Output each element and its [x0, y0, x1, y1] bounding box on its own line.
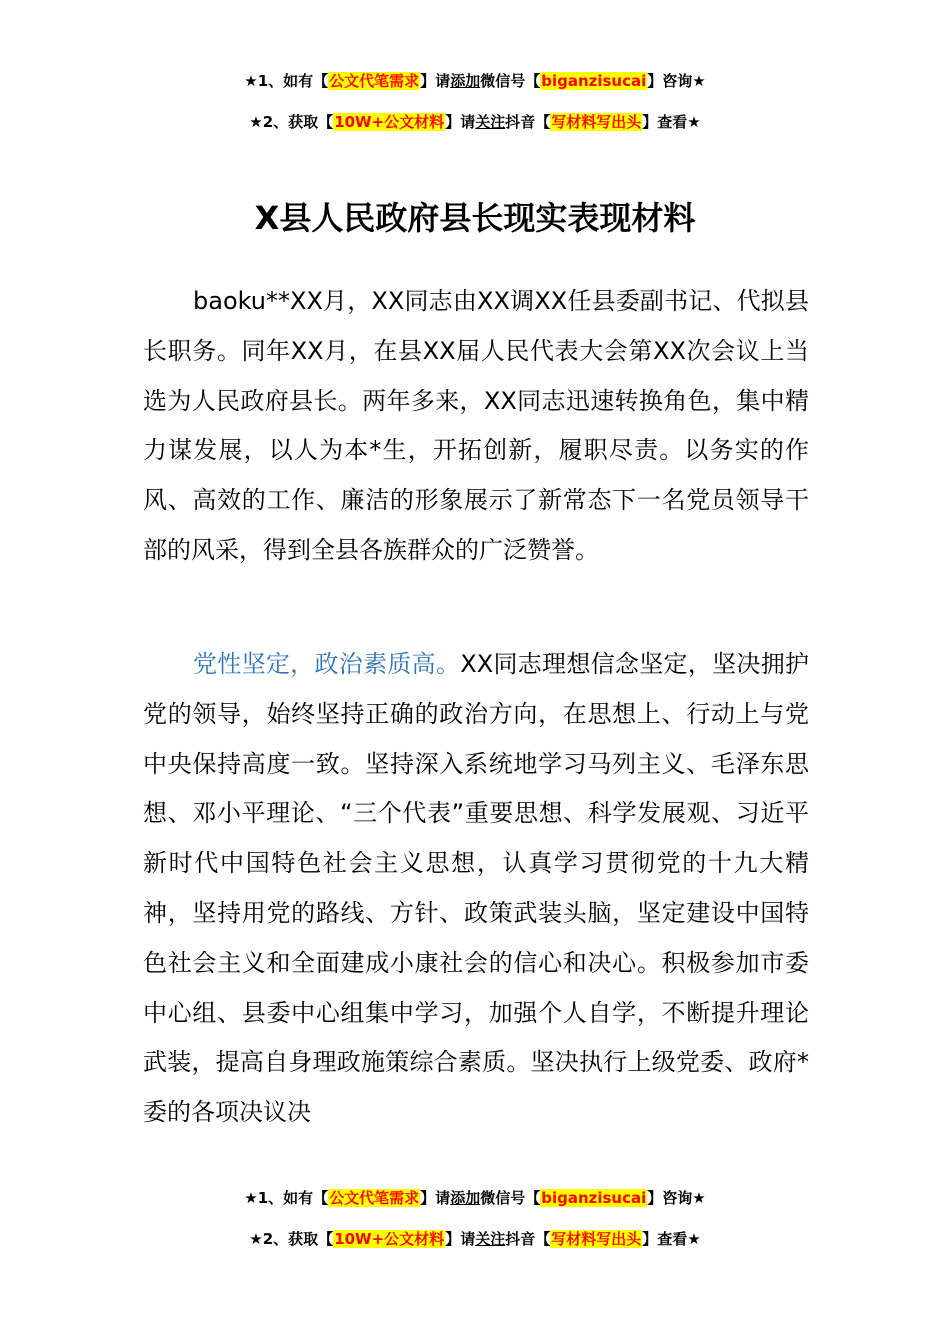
notice-text: 抖音【: [505, 1230, 551, 1248]
notice-highlight-materials: 10W+公文材料: [334, 113, 445, 131]
footer-notice-line-1: [0, 1187, 950, 1209]
notice-underlined-text: 添加: [450, 72, 481, 90]
notice-suffix: 】查看★: [642, 113, 701, 131]
notice-highlight-materials: 10W+公文材料: [334, 1230, 445, 1248]
section-heading: 党性坚定，政治素质高。: [193, 650, 461, 678]
section-paragraph: [143, 640, 809, 1138]
header-notice-line-1: [0, 70, 950, 92]
notice-suffix: 】查看★: [642, 1230, 701, 1248]
notice-highlight-douyin-id: 写材料写出头: [551, 113, 642, 131]
section-body: XX同志理想信念坚定，坚决拥护党的领导，始终坚持正确的政治方向，在思想上、行动上与党中央保持高度一致。坚持深入系统地学习马列主义、毛泽东思想、邓小平理论、“三个代表”重要思想、科学发展观、习近平新时代中国特色社会主义思想，认真学习贯彻党的十九大精神，坚持用党的路线、方针、政策武装头脑，坚定建设中国特色社会主义和全面建成小康社会的信心和决心。积极参加市委中心组、县委中心组集中学习，加强个人自学，不断提升理论武装，提高自身理政施策综合素质。坚决执行上级党委、政府*委的各项决议决: [143, 650, 809, 1127]
notice-highlight-douyin-id: 写材料写出头: [551, 1230, 642, 1248]
notice-highlight-service: 公文代笔需求: [329, 1189, 420, 1207]
document-title: X县人民政府县长现实表现材料: [254, 199, 696, 237]
notice-highlight-wechat-id: biganzisucai: [541, 72, 647, 90]
notice-text: 】请: [445, 113, 476, 131]
intro-paragraph: baoku**XX月，XX同志由XX调XX任县委副书记、代拟县长职务。同年XX月，在县XX届人民代表大会第XX次会议上当选为人民政府县长。两年多来，XX同志迅速转换角色，集中精力谋发展，以人为本*生，开拓创新，履职尽责。以务实的作风、高效的工作、廉洁的形象展示了新常态下一名党员领导干部的风采，得到全县各族群众的广泛赞誉。: [143, 287, 809, 564]
notice-text: 】请: [445, 1230, 476, 1248]
notice-prefix: ★1、如有【: [244, 1189, 329, 1207]
notice-highlight-wechat-id: biganzisucai: [541, 1189, 647, 1207]
notice-prefix: ★2、获取【: [249, 113, 334, 131]
notice-prefix: ★1、如有【: [244, 72, 329, 90]
notice-highlight-service: 公文代笔需求: [329, 72, 420, 90]
header-notice-line-2: [0, 111, 950, 133]
notice-text: 抖音【: [505, 113, 551, 131]
notice-prefix: ★2、获取【: [249, 1230, 334, 1248]
footer-notice-line-2: [0, 1228, 950, 1250]
notice-text: 】请: [420, 72, 451, 90]
notice-text: 微信号【: [480, 72, 541, 90]
notice-underlined-text: 添加: [450, 1189, 481, 1207]
notice-suffix: 】咨询★: [647, 72, 706, 90]
notice-suffix: 】咨询★: [647, 1189, 706, 1207]
notice-text: 微信号【: [480, 1189, 541, 1207]
notice-underlined-text: 关注: [475, 1230, 506, 1248]
notice-text: 】请: [420, 1189, 451, 1207]
notice-underlined-text: 关注: [475, 113, 506, 131]
